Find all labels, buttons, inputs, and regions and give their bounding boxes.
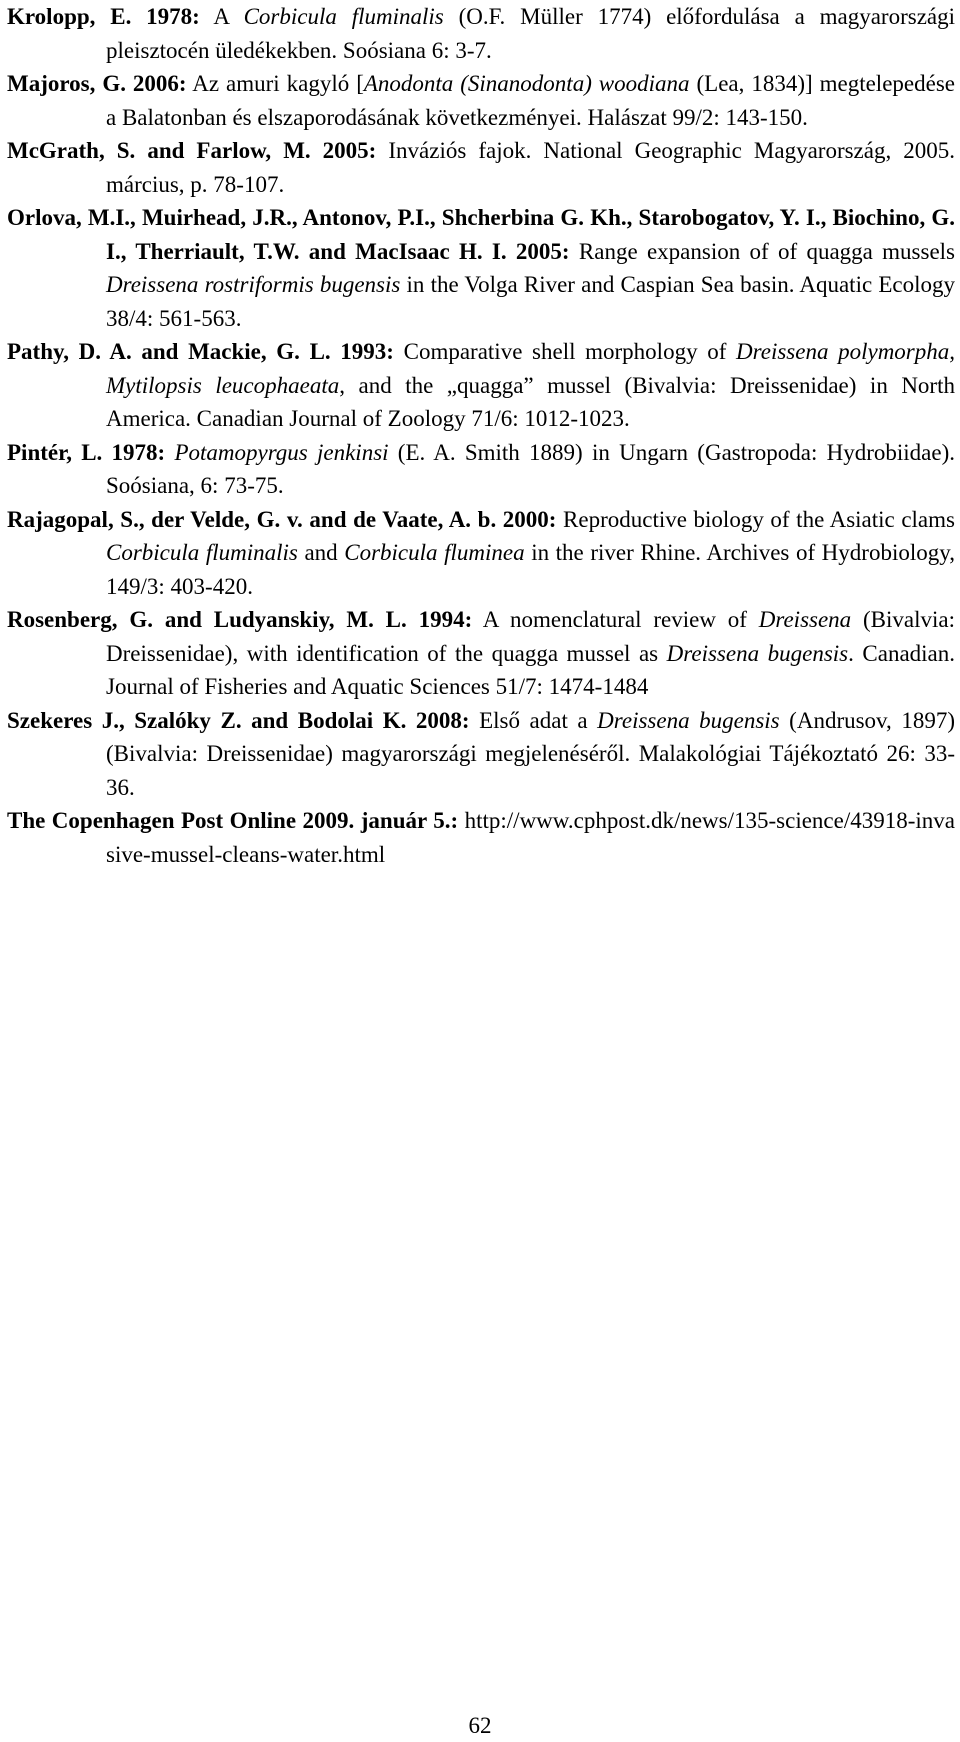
reference-text: Az amuri kagyló [ — [186, 71, 364, 96]
reference-authors-year: Majoros, G. 2006: — [7, 71, 187, 96]
reference-entry-rajagopal — [7, 503, 955, 604]
reference-authors-year: Krolopp, E. 1978: — [7, 4, 200, 29]
reference-text: , and the „quagga” mussel (Bivalvia: Dreissenidae) in North America. Canadian Journal of Zoology 71/6: 1012-1023. — [106, 372, 955, 431]
reference-entry-pinter — [7, 436, 955, 503]
reference-text: Comparative shell morphology of — [393, 339, 737, 364]
reference-italic-text: Dreissena rostriformis bugensis — [106, 272, 401, 297]
reference-text: Inváziós fajok. National Geographic Magyarország, 2005. március, p. 78-107. — [106, 138, 955, 197]
reference-authors-year: The Copenhagen Post Online 2009. január 5.: — [7, 808, 459, 833]
reference-entry-orlova — [7, 201, 955, 335]
reference-italic-text: Corbicula fluminea — [344, 540, 525, 565]
reference-text: Reproductive biology of the Asiatic clams — [556, 506, 955, 532]
reference-entry-szekeres — [7, 704, 955, 805]
reference-authors-year: Szekeres J., Szalóky Z. and Bodolai K. 2008: — [7, 707, 470, 733]
page-number: 62 — [468, 1713, 492, 1738]
reference-authors-year: Rajagopal, S., der Velde, G. v. and de Vaate, A. b. 2000: — [7, 506, 557, 532]
reference-text: (Andrusov, 1897) (Bivalvia: Dreissenidae) magyarországi megjelenéséről. Malakológiai Tájékoztató 26: 33-36. — [106, 707, 956, 800]
reference-italic-text: Corbicula fluminalis — [243, 4, 444, 29]
reference-authors-year: Orlova, M.I., Muirhead, J.R., Antonov, P.I., Shcherbina G. Kh., Starobogatov, Y. I., Biochino, G. I., Therriault, T.W. and MacIsaac H. I. 2005: — [7, 205, 955, 264]
reference-italic-text: Dreissena polymorpha, Mytilopsis leucophaeata — [106, 339, 955, 398]
reference-text: and — [297, 540, 345, 565]
reference-entry-krolopp — [7, 0, 955, 67]
reference-text: A nomenclatural review of — [472, 607, 759, 632]
reference-entry-rosenberg — [7, 603, 955, 704]
reference-list — [7, 0, 955, 871]
reference-text: (Bivalvia: Dreissenidae), with identification of the quagga mussel as — [106, 607, 955, 666]
reference-text: . Canadian. Journal of Fisheries and Aquatic Sciences 51/7: 1474-1484 — [106, 640, 956, 699]
reference-entry-copenhagen — [7, 804, 955, 871]
reference-text: Első adat a — [469, 707, 598, 733]
reference-entry-majoros — [7, 67, 955, 134]
reference-entry-mcgrath — [7, 134, 955, 201]
reference-italic-text: Anodonta (Sinanodonta) woodiana — [363, 71, 690, 96]
reference-authors-year: Pintér, L. 1978: — [7, 439, 166, 465]
reference-italic-text: Dreissena bugensis — [666, 640, 849, 666]
reference-entry-pathy — [7, 335, 955, 436]
reference-text: Range expansion of of quagga mussels — [569, 238, 956, 264]
reference-authors-year: Rosenberg, G. and Ludyanskiy, M. L. 1994: — [7, 607, 473, 632]
reference-text: in the river Rhine. Archives of Hydrobiology, 149/3: 403-420. — [106, 540, 955, 599]
reference-authors-year: McGrath, S. and Farlow, M. 2005: — [7, 138, 377, 163]
reference-text: in the Volga River and Caspian Sea basin. Aquatic Ecology 38/4: 561-563. — [106, 272, 955, 331]
reference-italic-text: Potamopyrgus jenkinsi — [174, 439, 389, 465]
reference-italic-text: Dreissena — [758, 607, 852, 632]
reference-italic-text: Corbicula fluminalis — [106, 540, 298, 565]
reference-text: (O.F. Müller 1774) előfordulása a magyarországi pleisztocén üledékekben. Soósiana 6: 3-7. — [106, 4, 956, 63]
reference-text: A — [199, 4, 244, 29]
reference-text: (E. A. Smith 1889) in Ungarn (Gastropoda: Hydrobiidae). Soósiana, 6: 73-75. — [106, 439, 956, 498]
reference-url: http://www.cphpost.dk/news/135-science/43918-invasive-mussel-cleans-water.html — [106, 808, 955, 867]
reference-italic-text: Dreissena bugensis — [597, 707, 780, 733]
reference-authors-year: Pathy, D. A. and Mackie, G. L. 1993: — [7, 339, 394, 364]
reference-text: (Lea, 1834)] megtelepedése a Balatonban és elszaporodásának következményei. Halászat 99/2: 143-150. — [106, 71, 955, 130]
